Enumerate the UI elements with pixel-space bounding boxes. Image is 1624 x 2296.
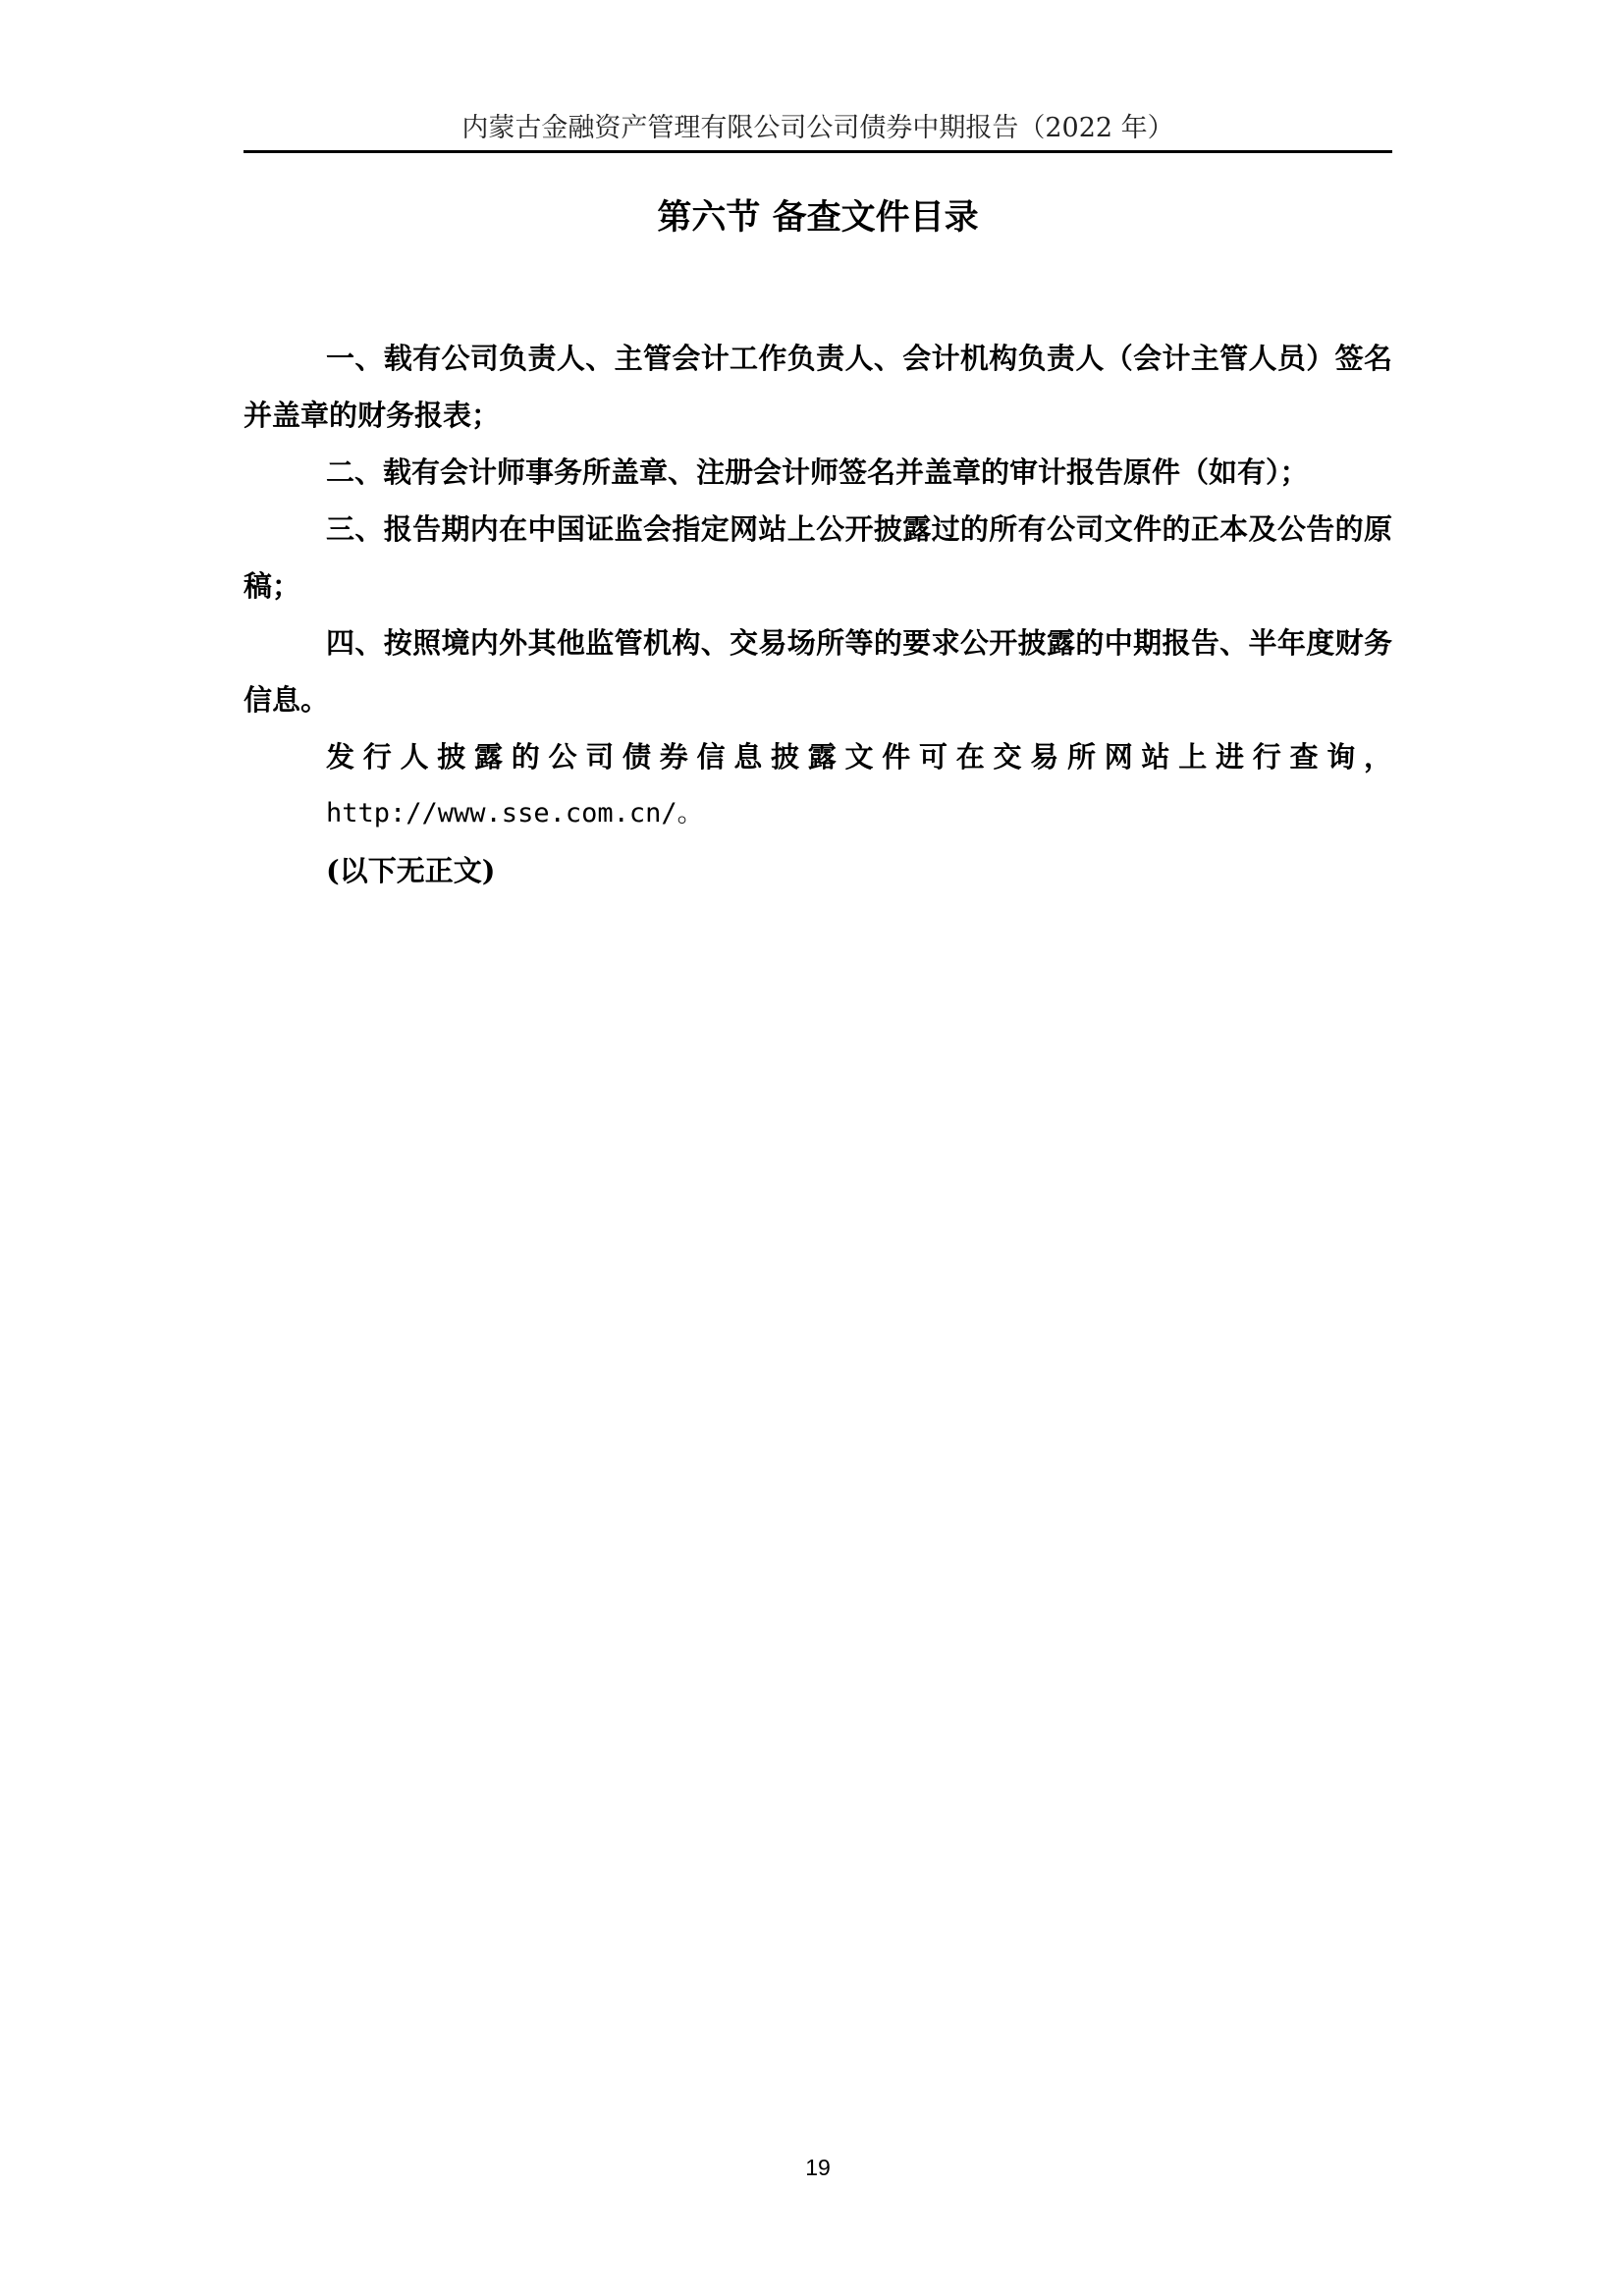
page-number: 19 bbox=[805, 2155, 831, 2180]
running-header: 内蒙古金融资产管理有限公司公司债券中期报告（2022 年） bbox=[461, 113, 1174, 143]
disclosure-text: 发行人披露的公司债券信息披露文件可在交易所网站上进行查询， bbox=[326, 740, 1392, 774]
end-note: (以下无正文) bbox=[326, 854, 496, 887]
document-body bbox=[244, 330, 1392, 899]
header-divider bbox=[244, 150, 1392, 153]
item-1: 一、载有公司负责人、主管会计工作负责人、会计机构负责人（会计主管人员）签名并盖章的财务报表； bbox=[244, 342, 1392, 432]
disclosure-url: http://www.sse.com.cn/。 bbox=[326, 798, 704, 828]
section-title: 第六节 备查文件目录 bbox=[657, 198, 979, 238]
item-2: 二、载有会计师事务所盖章、注册会计师签名并盖章的审计报告原件（如有）； bbox=[326, 455, 1309, 489]
item-3: 三、报告期内在中国证监会指定网站上公开披露过的所有公司文件的正本及公告的原稿； bbox=[244, 512, 1392, 603]
item-4: 四、按照境内外其他监管机构、交易场所等的要求公开披露的中期报告、半年度财务信息。 bbox=[244, 626, 1392, 717]
